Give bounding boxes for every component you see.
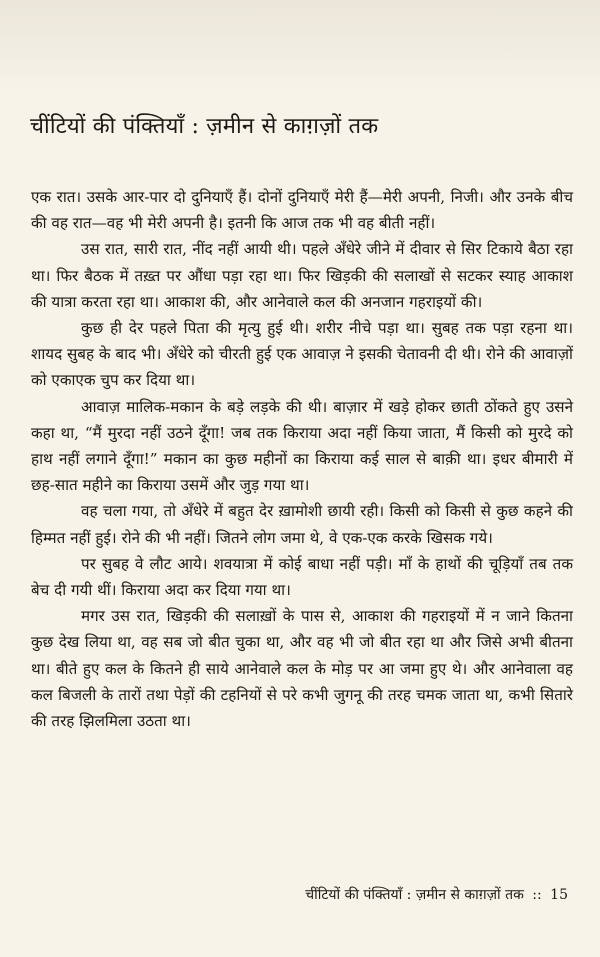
chapter-title: चींटियों की पंक्तियाँ : ज़मीन से काग़ज़ों तक xyxy=(30,114,379,139)
paragraph-7: मगर उस रात, खिड़की की सलाख़ों के पास से, आकाश की गहराइयों में न जाने कितना कुछ देख लिया था, वह सब जो बीत चुका था, और वह भी जो बीत रहा था और जिसे अभी बीतना था। बीते हुए कल के कितने ही साये आनेवाले कल के मोड़ पर आ जमा हुए थे। और आनेवाला वह कल बिजली के तारों तथा पेड़ों की टहनियों से परे कभी जुगनू की तरह चमक जाता था, कभी सितारे की तरह झिलमिला उठता था। xyxy=(31,607,573,731)
paragraph-5: वह चला गया, तो अँधेरे में बहुत देर ख़ामोशी छायी रही। किसी को किसी से कुछ कहने की हिम्मत नहीं हुई। रोने की भी नहीं। जितने लोग जमा थे, वे एक-एक करके खिसक गये। xyxy=(31,502,573,547)
footer-separator: :: xyxy=(532,887,542,903)
paragraph-4: आवाज़ मालिक-मकान के बड़े लड़के की थी। बाज़ार में खड़े होकर छाती ठोंकते हुए उसने कहा था, “मैं मुरदा नहीं उठने दूँगा! जब तक किराया अदा नहीं किया जाता, मैं किसी को मुरदे को हाथ नहीं लगाने दूँगा!” मकान का कुछ महीनों का किराया कई साल से बाक़ी था। इधर बीमारी में छह-सात महीने का किराया उसमें और जुड़ गया था। xyxy=(31,397,573,495)
paragraph-6: पर सुबह वे लौट आये। शवयात्रा में कोई बाधा नहीं पड़ी। माँ के हाथों की चूड़ियाँ तब तक बेच दी गयी थीं। किराया अदा कर दिया गया था। xyxy=(31,554,573,600)
running-footer xyxy=(305,883,568,907)
page-number: 15 xyxy=(550,887,568,903)
paragraph-2: उस रात, सारी रात, नींद नहीं आयी थी। पहले अँधेरे जीने में दीवार से सिर टिकाये बैठा रहा था। फिर बैठक में तख़्त पर औंधा पड़ा रहा था। फिर खिड़की की सलाखों से सटकर स्याह आकाश की यात्रा करता रहा था। आकाश की, और आनेवाले कल की अनजान गहराइयों की। xyxy=(31,240,573,311)
running-title: चींटियों की पंक्तियाँ : ज़मीन से काग़ज़ों तक xyxy=(305,887,524,903)
chapter-body xyxy=(31,184,573,734)
paragraph-1: एक रात। उसके आर-पार दो दुनियाएँ हैं। दोनों दुनियाएँ मेरी हैं—मेरी अपनी, निजी। और उनके बीच की वह रात—वह भी मेरी अपनी है। इतनी कि आज तक भी वह बीती नहीं। xyxy=(31,188,573,233)
paragraph-3: कुछ ही देर पहले पिता की मृत्यु हुई थी। शरीर नीचे पड़ा था। सुबह तक पड़ा रहना था। शायद सुबह के बाद भी। अँधेरे को चीरती हुई एक आवाज़ ने इसकी चेतावनी दी थी। रोने की आवाज़ों को एकाएक चुप कर दिया था। xyxy=(31,319,573,390)
show-through-shading xyxy=(0,0,600,90)
